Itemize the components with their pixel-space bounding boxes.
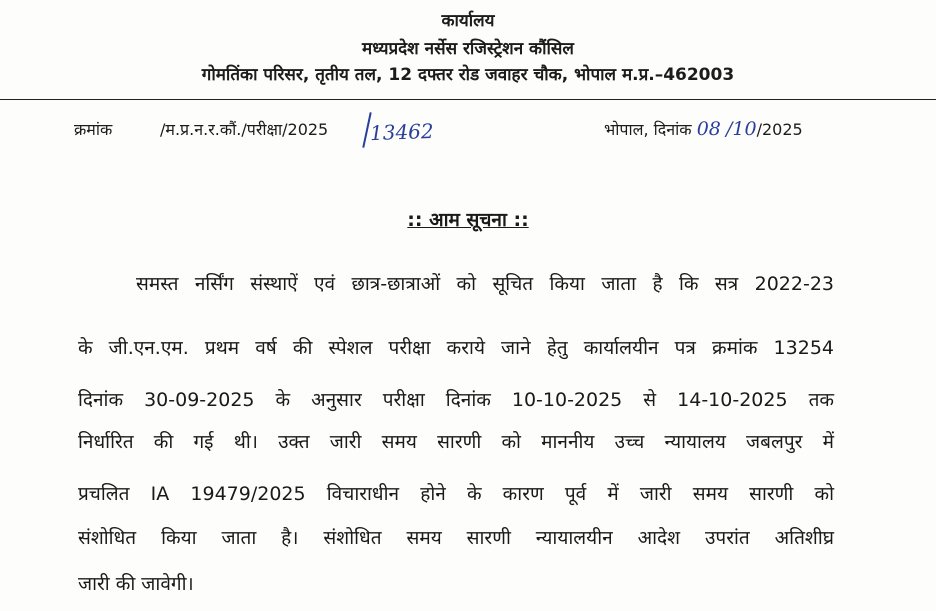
reference-number: 13462: [369, 118, 435, 146]
office-address: गोमतिंका परिसर, तृतीय तल, 12 दफ्तर रोड जवाहर चौक, भोपाल म.प्र.–462003: [201, 65, 735, 85]
date-month-value: 10: [732, 118, 757, 140]
reference-label: क्रमांक: [74, 120, 113, 139]
notice-line: संशोधित किया जाता है। संशोधित समय सारणी न्यायालयीन आदेश उपरांत अतिशीघ्र: [78, 527, 834, 549]
notice-line: समस्त नर्सिंग संस्थाऐं एवं छात्र-छात्राओं को सूचित किया जाता है कि सत्र 2022-23: [136, 273, 834, 295]
notice-line: प्रचलित IA 19479/2025 विचाराधीन होने के कारण पूर्व में जारी समय सारणी को: [78, 483, 834, 505]
notice-line: दिनांक 30-09-2025 के अनुसार परीक्षा दिनांक 10-10-2025 से 14-10-2025 तक: [78, 389, 834, 411]
date-prefix: भोपाल, दिनांक: [604, 120, 692, 139]
office-heading: कार्यालय: [441, 11, 495, 31]
council-name: मध्यप्रदेश नर्सेस रजिस्ट्रेशन कौंसिल: [362, 39, 574, 59]
notice-title: :: आम सूचना ::: [407, 209, 529, 231]
notice-line: निर्धारित की गई थी। उक्त जारी समय सारणी को माननीय उच्च न्यायालय जबलपुर में: [78, 431, 834, 453]
notice-line: जारी की जावेगी।: [78, 573, 194, 595]
notice-line: के जी.एन.एम. प्रथम वर्ष की स्पेशल परीक्षा कराये जाने हेतु कार्यालयीन पत्र क्रमांक 13254: [78, 337, 834, 359]
reference-code: /म.प्र.न.र.कौं./परीक्षा/2025: [160, 120, 329, 139]
date-line: [604, 118, 803, 140]
header-divider: [0, 99, 936, 100]
date-year: /2025: [756, 120, 803, 139]
date-month: /10: [725, 118, 757, 140]
date-day: 08: [696, 118, 721, 140]
